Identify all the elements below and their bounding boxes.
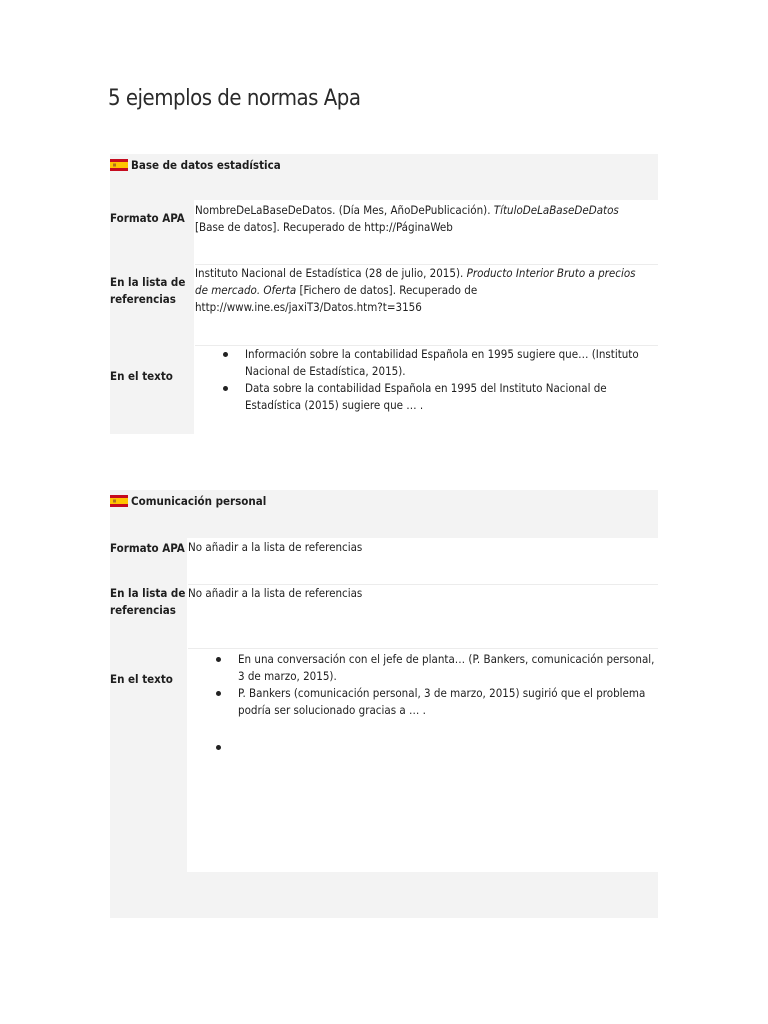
list-item: P. Bankers (comunicación personal, 3 de marzo, 2015) sugirió que el problema podría ser solucionado gracias a … . — [210, 685, 656, 719]
table1-header — [110, 154, 658, 200]
divider — [188, 648, 658, 649]
table2-header — [110, 490, 658, 538]
list-item: Información sobre la contabilidad Española en 1995 sugiere que… (Instituto Nacional de Estadística, 2015). — [217, 346, 653, 380]
table2-row3-list — [210, 651, 656, 756]
table1-body — [110, 200, 658, 434]
table1-row3-label: En el texto — [110, 369, 173, 383]
table1-row3-list — [217, 346, 653, 414]
table2-row3-label: En el texto — [110, 672, 173, 686]
table1-row1-content: NombreDeLaBaseDeDatos. (Día Mes, AñoDePublicación). TítuloDeLaBaseDeDatos [Base de datos]. Recuperado de http://PáginaWeb — [195, 203, 619, 234]
table1-row2-label: En la lista de referencias — [110, 275, 186, 306]
table2-row1-content: No añadir a la lista de referencias — [188, 540, 363, 554]
spain-flag-icon — [110, 159, 128, 171]
list-item — [210, 739, 656, 756]
table2-body — [110, 538, 658, 918]
table1-header-label: Base de datos estadística — [131, 158, 281, 172]
table2-row2-label: En la lista de referencias — [110, 586, 186, 617]
list-item: En una conversación con el jefe de planta… (P. Bankers, comunicación personal, 3 de marzo, 2015). — [210, 651, 656, 685]
table2-row2-content: No añadir a la lista de referencias — [188, 586, 363, 600]
table2-header-label: Comunicación personal — [131, 494, 267, 508]
table2-footer-row — [110, 872, 658, 918]
spain-flag-icon — [110, 495, 128, 507]
list-item: Data sobre la contabilidad Española en 1995 del Instituto Nacional de Estadística (2015) sugiere que … . — [217, 380, 653, 414]
table2-row1-label: Formato APA — [110, 541, 185, 555]
table1-row2-content: Instituto Nacional de Estadística (28 de julio, 2015). Producto Interior Bruto a precios de mercado. Oferta [Fichero de datos]. Recuperado de http://www.ine.es/jaxiT3/Datos.htm?t=3156 — [195, 266, 636, 314]
page-title: 5 ejemplos de normas Apa — [108, 86, 361, 111]
table1-row1-label: Formato APA — [110, 211, 185, 225]
